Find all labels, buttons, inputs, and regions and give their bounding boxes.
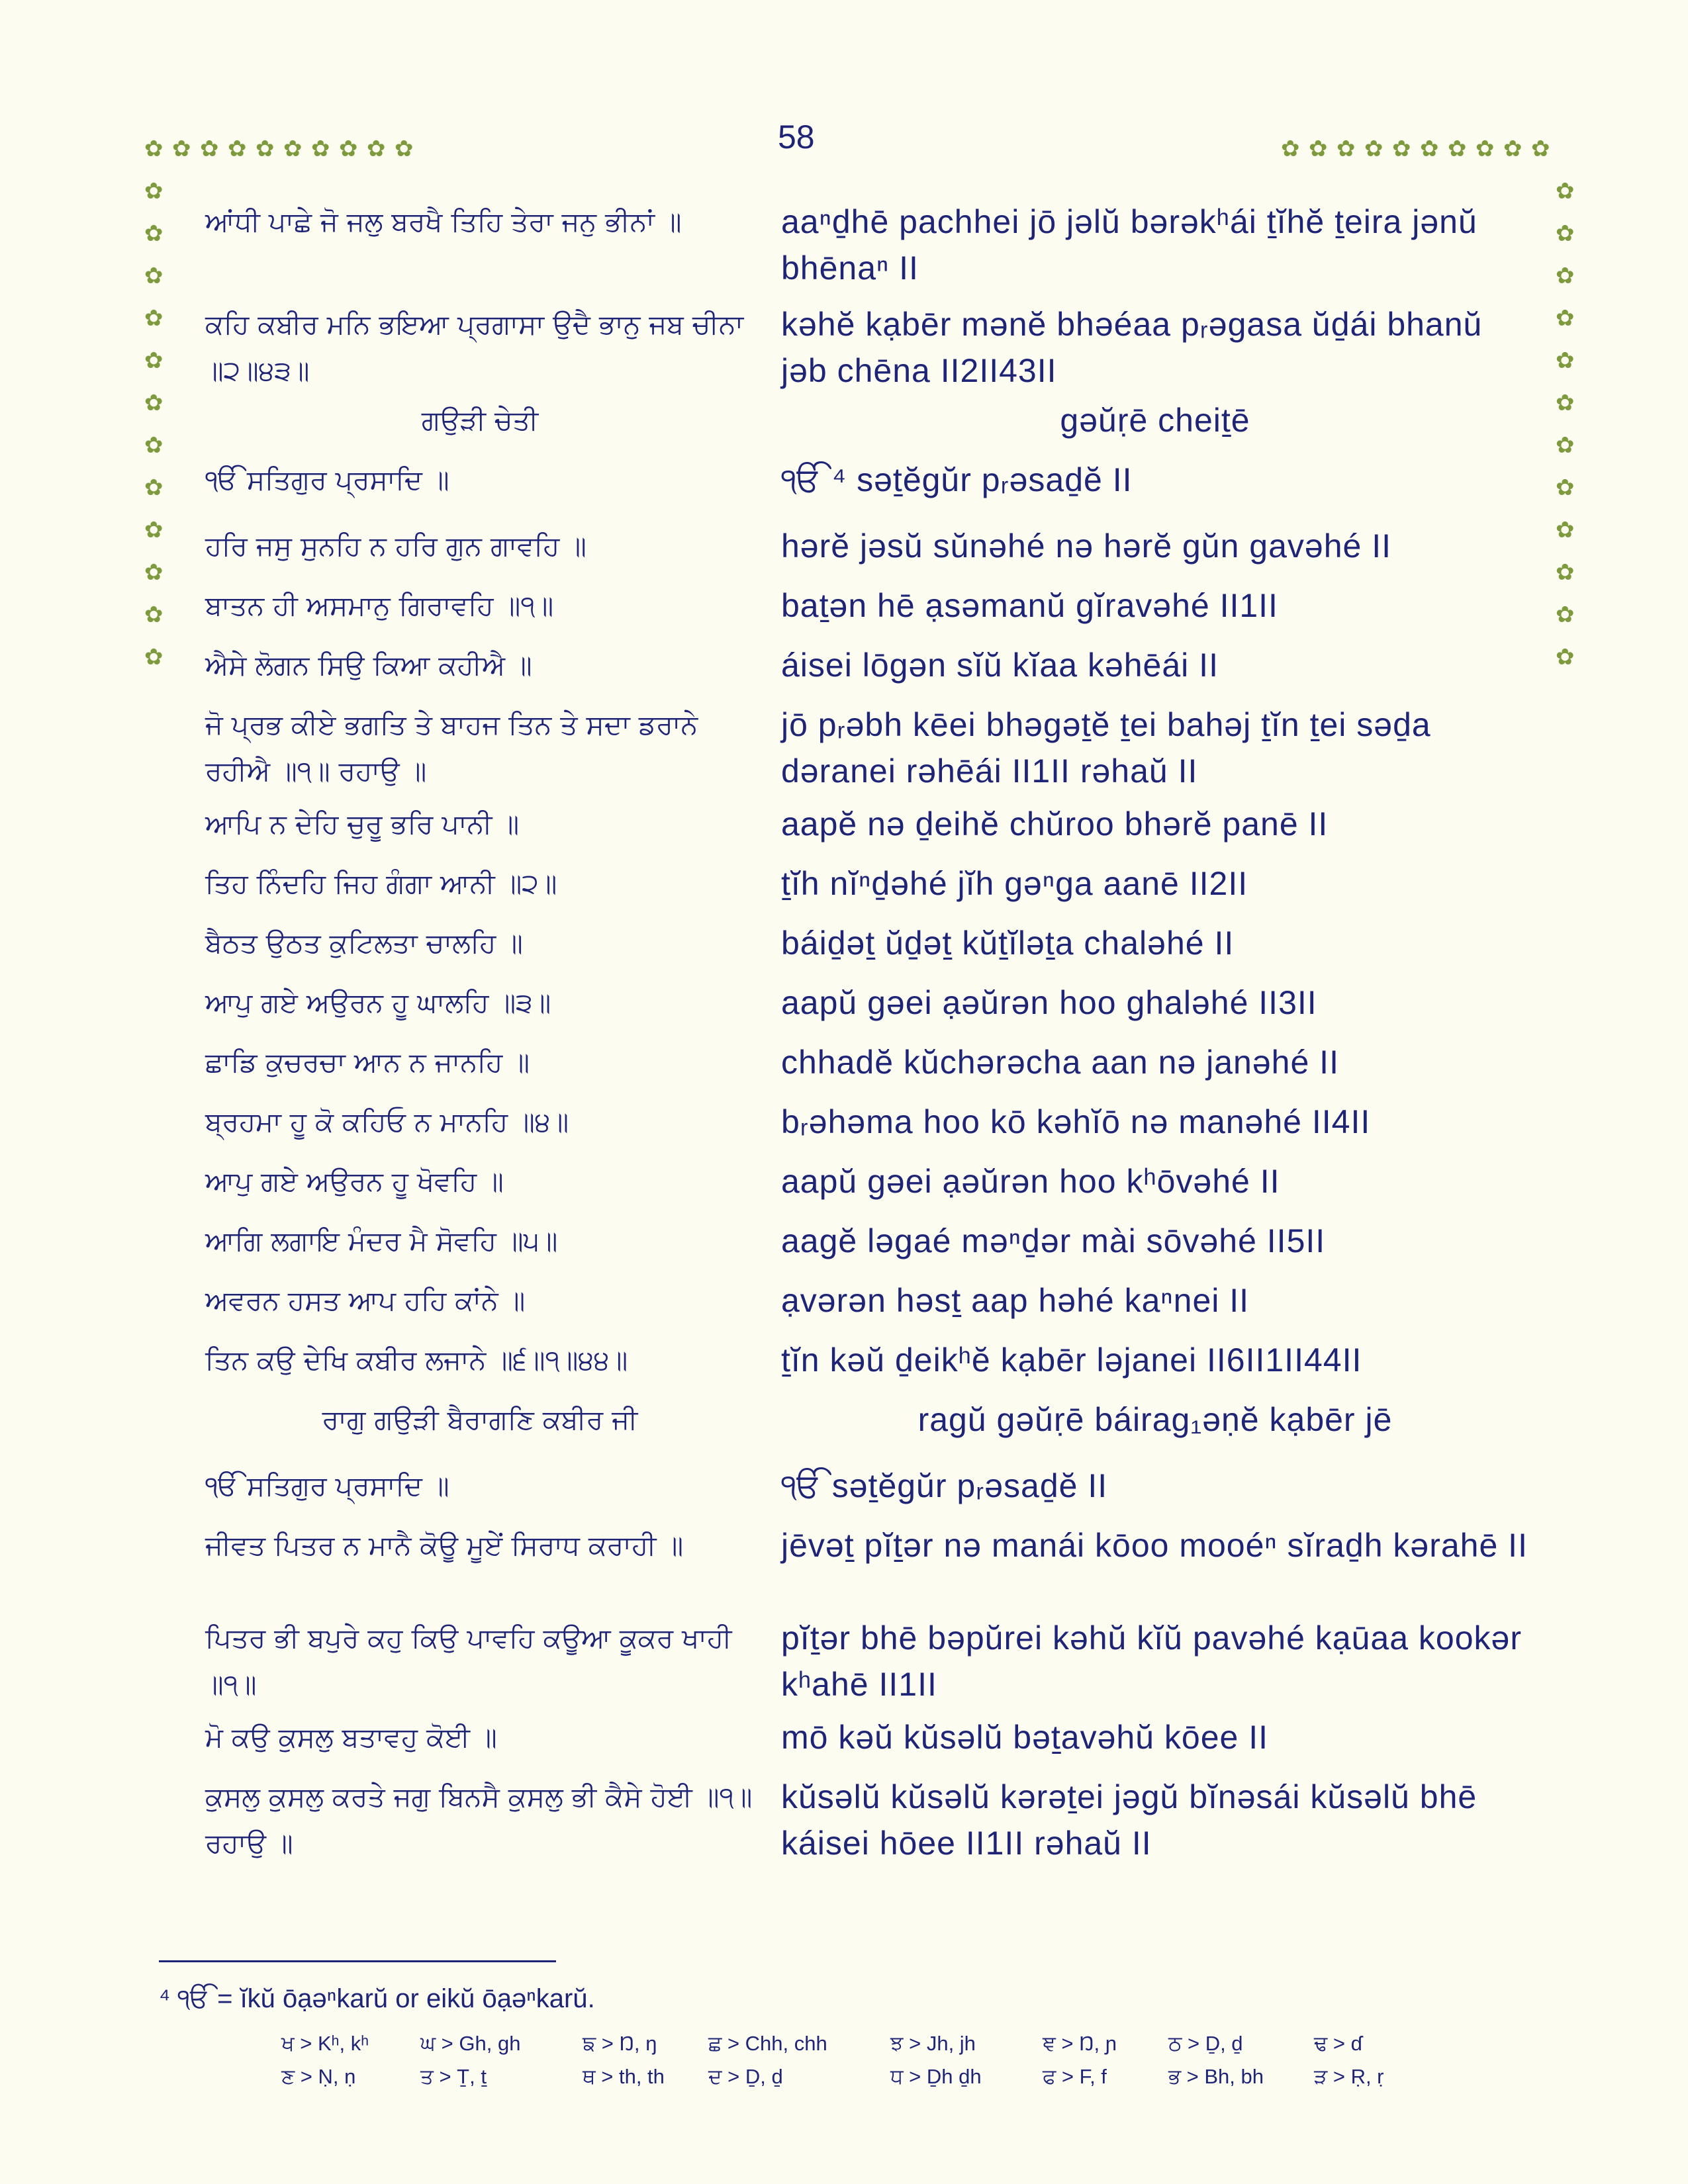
key-entry: ਦ > Ḏ, ḏ	[708, 2065, 783, 2088]
flower-ornament: ✿	[144, 644, 164, 670]
transliteration-text: aapŭ gəei ạəŭrən hoo kʰōvəhé II	[781, 1163, 1280, 1200]
gurmukhi-text: ਆਪੁ ਗਏ ਅਉਰਨ ਹੂ ਖੋਵਹਿ ॥	[205, 1165, 504, 1197]
gurmukhi-text: ਛਾਡਿ ਕੁਚਰਚਾ ਆਨ ਨ ਜਾਨਹਿ ॥	[205, 1046, 530, 1078]
flower-ornament: ✿	[144, 178, 164, 205]
footnote: ⁴ ੴ = ĭkŭ ōạəⁿkarŭ or eikŭ ōạəⁿkarŭ.	[159, 1984, 595, 2013]
gurmukhi-text: ਆਪਿ ਨ ਦੇਹਿ ਚੁਰੂ ਭਰਿ ਪਾਨੀ ॥	[205, 808, 520, 840]
gurmukhi-text: ੴ ਸਤਿਗੁਰ ਪ੍ਰਸਾਦਿ ॥	[205, 1470, 449, 1502]
transliteration-text: pĭṯər bhē bəpŭrei kəhŭ kĭŭ pavəhé kạūaa kookər kʰahē II1II	[781, 1619, 1522, 1703]
transliteration-text: ragŭ gəŭṛē báirag₁əṇĕ kạbēr jē	[917, 1401, 1393, 1438]
transliteration-text: jēvəṯ pĭṯər nə manái kōoo mooéⁿ sĭraḏh kərahē II	[781, 1527, 1528, 1564]
gurmukhi-text: ਤਿਹ ਨਿੰਦਹਿ ਜਿਹ ਗੰਗਾ ਆਨੀ ॥੨॥	[205, 868, 557, 899]
gurmukhi-text: ਆਗਿ ਲਗਾਇ ਮੰਦਰ ਮੈ ਸੋਵਹਿ ॥੫॥	[205, 1225, 558, 1257]
transliteration-text: áisei lōgən sĭŭ kĭaa kəhēái II	[781, 647, 1219, 684]
key-entry: ਝ > Jh, jh	[890, 2032, 976, 2055]
key-entry: ਫ > F, f	[1043, 2065, 1107, 2088]
flower-ornament: ✿	[144, 263, 164, 289]
gurmukhi-text: ਆਪੁ ਗਏ ਅਉਰਨ ਹੂ ਘਾਲਹਿ ॥੩॥	[205, 987, 551, 1019]
gurmukhi-text: ਜੋ ਪ੍ਰਭ ਕੀਏ ਭਗਤਿ ਤੇ ਬਾਹਜ ਤਿਨ ਤੇ ਸਦਾ ਡਰਾਨੇ ਰਹੀਐ ॥੧॥ ਰਹਾਉ ॥	[205, 709, 698, 787]
flower-ornament: ✿	[1556, 517, 1575, 543]
transliteration-text: ੴ ⁴ səṯĕgŭr pᵣəsaḏĕ II	[781, 461, 1133, 498]
gurmukhi-text: ਕੁਸਲੁ ਕੁਸਲੁ ਕਰਤੇ ਜਗੁ ਬਿਨਸੈ ਕੁਸਲੁ ਭੀ ਕੈਸੇ ਹੋਈ ॥੧॥ ਰਹਾਉ ॥	[205, 1781, 753, 1859]
flower-ornament: ✿	[1556, 432, 1575, 459]
transliteration-text: ṯĭh nĭⁿḏəhé jĭh gəⁿga aanē II2II	[781, 865, 1248, 902]
flower-ornament: ✿	[144, 305, 164, 332]
key-entry: ਠ > Ḏ, ḏ	[1168, 2032, 1243, 2055]
flower-ornament: ✿	[1556, 305, 1575, 332]
flower-ornament: ✿	[144, 602, 164, 628]
flower-ornament: ✿	[367, 136, 386, 162]
transliteration-text: aapŭ gəei ạəŭrən hoo ghaləhé II3II	[781, 984, 1317, 1021]
flower-ornament: ✿	[228, 136, 247, 162]
flower-ornament: ✿	[1503, 136, 1523, 162]
flower-ornament: ✿	[1309, 136, 1328, 162]
flower-ornament: ✿	[144, 390, 164, 416]
key-entry: ਢ > ɗ	[1314, 2032, 1362, 2055]
flower-ornament: ✿	[144, 136, 164, 162]
key-entry: ਣ > Ṇ, ṇ	[281, 2065, 356, 2088]
transliteration-text: ạvərən həsṯ aap həhé kaⁿnei II	[781, 1282, 1250, 1319]
flower-ornament: ✿	[395, 136, 414, 162]
key-entry: ਥ > th, th	[583, 2065, 665, 2088]
flower-ornament: ✿	[144, 559, 164, 586]
gurmukhi-text: ਬ੍ਰਹਮਾ ਹੂ ਕੋ ਕਹਿਓ ਨ ਮਾਨਹਿ ॥੪॥	[205, 1106, 569, 1138]
flower-ornament: ✿	[1420, 136, 1439, 162]
flower-ornament: ✿	[144, 517, 164, 543]
transliteration-text: jō pᵣəbh kēei bhəgəṯĕ ṯei bahəj ṯĭn ṯei səḏa dəranei rəhēái II1II rəhaŭ II	[781, 706, 1431, 790]
gurmukhi-text: ਮੋ ਕਉ ਕੁਸਲੁ ਬਤਾਵਹੁ ਕੋਈ ॥	[205, 1721, 497, 1753]
flower-ornament: ✿	[144, 432, 164, 459]
flower-ornament: ✿	[144, 475, 164, 501]
gurmukhi-text: ਗਉੜੀ ਚੇਤੀ	[421, 404, 539, 436]
transliteration-text: baṯən hē ạsəmanŭ gĭravəhé II1II	[781, 587, 1278, 624]
transliteration-text: gəŭṛē cheiṯē	[1060, 402, 1250, 439]
transliteration-text: báiḏəṯ ŭḏəṯ kŭṯĭləṯa chaləhé II	[781, 925, 1235, 962]
page-number: 58	[778, 118, 815, 156]
flower-ornament: ✿	[311, 136, 330, 162]
transliteration-text: aagĕ ləgaé məⁿḏər mài sōvəhé II5II	[781, 1222, 1326, 1259]
key-entry: ਙ > Ŋ, ŋ	[583, 2032, 657, 2055]
flower-ornament: ✿	[1476, 136, 1495, 162]
gurmukhi-text: ਹਰਿ ਜਸੁ ਸੁਨਹਿ ਨ ਹਰਿ ਗੁਨ ਗਾਵਹਿ ॥	[205, 530, 586, 562]
gurmukhi-text: ਬੈਠਤ ਉਠਤ ਕੁਟਿਲਤਾ ਚਾਲਹਿ ॥	[205, 927, 523, 959]
gurmukhi-text: ਜੀਵਤ ਪਿਤਰ ਨ ਮਾਨੈ ਕੋਊ ਮੂਏਂ ਸਿਰਾਧ ਕਰਾਹੀ ॥	[205, 1529, 684, 1561]
gurmukhi-text: ਕਹਿ ਕਬੀਰ ਮਨਿ ਭਇਆ ਪ੍ਰਗਾਸਾ ਉਦੈ ਭਾਨੁ ਜਬ ਚੀਨਾ ॥੨॥੪੩॥	[205, 308, 744, 387]
flower-ornament: ✿	[1392, 136, 1411, 162]
flower-ornament: ✿	[1281, 136, 1300, 162]
flower-ornament: ✿	[1448, 136, 1467, 162]
gurmukhi-text: ਤਿਨ ਕਉ ਦੇਖਿ ਕਬੀਰ ਲਜਾਨੇ ॥੬॥੧॥੪੪॥	[205, 1344, 628, 1376]
gurmukhi-text: ਪਿਤਰ ਭੀ ਬਪੁਰੇ ਕਹੁ ਕਿਉ ਪਾਵਹਿ ਕਊਆ ਕੂਕਰ ਖਾਹੀ ॥੧॥	[205, 1622, 732, 1700]
gurmukhi-text: ਐਸੇ ਲੋਗਨ ਸਿਉ ਕਿਆ ਕਹੀਐ ॥	[205, 649, 532, 681]
flower-ornament: ✿	[1531, 136, 1550, 162]
flower-ornament: ✿	[172, 136, 191, 162]
transliteration-text: mō kəŭ kŭsəlŭ bəṯavəhŭ kōee II	[781, 1719, 1269, 1756]
flower-ornament: ✿	[1364, 136, 1383, 162]
flower-ornament: ✿	[283, 136, 303, 162]
gurmukhi-text: ਆਂਧੀ ਪਾਛੇ ਜੋ ਜਲੁ ਬਰਖੈ ਤਿਹਿ ਤੇਰਾ ਜਨੁ ਭੀਨਾਂ ॥	[205, 206, 682, 238]
flower-ornament: ✿	[1556, 559, 1575, 586]
gurmukhi-text: ਅਵਰਨ ਹਸਤ ਆਪ ਹਹਿ ਕਾਂਨੇ ॥	[205, 1285, 526, 1316]
transliteration-text: ṯĭn kəŭ ḏeikʰĕ kạbēr ləjanei II6II1II44II	[781, 1342, 1362, 1379]
key-entry: ਖ > Kʰ, kʰ	[281, 2032, 369, 2055]
flower-ornament: ✿	[1556, 347, 1575, 374]
flower-ornament: ✿	[339, 136, 358, 162]
transliteration-text: chhadĕ kŭchərəcha aan nə janəhé II	[781, 1044, 1339, 1081]
flower-ornament: ✿	[1336, 136, 1356, 162]
flower-ornament: ✿	[200, 136, 219, 162]
gurmukhi-text: ਰਾਗੁ ਗਉੜੀ ਬੈਰਾਗਣਿ ਕਬੀਰ ਜੀ	[322, 1404, 638, 1435]
transliteration-text: kŭsəlŭ kŭsəlŭ kərəṯei jəgŭ bĭnəsái kŭsəlŭ bhē káisei hōee II1II rəhaŭ II	[781, 1778, 1477, 1862]
transliteration-text: ੴ səṯĕgŭr pᵣəsaḏĕ II	[781, 1467, 1108, 1504]
transliteration-text: bᵣəhəma hoo kō kəhĭō nə manəhé II4II	[781, 1103, 1371, 1140]
transliteration-text: kəhĕ kạbēr mənĕ bhəéaa pᵣəgasa ŭḏái bhanŭ jəb chēna II2II43II	[781, 306, 1483, 389]
flower-ornament: ✿	[1556, 475, 1575, 501]
key-entry: ਛ > Chh, chh	[708, 2032, 827, 2055]
flower-ornament: ✿	[256, 136, 275, 162]
flower-ornament: ✿	[1556, 390, 1575, 416]
key-entry: ਘ > Gh, gh	[420, 2032, 521, 2055]
key-entry: ਤ > Ṯ, ṯ	[420, 2065, 487, 2088]
flower-ornament: ✿	[1556, 178, 1575, 205]
flower-ornament: ✿	[1556, 644, 1575, 670]
key-entry: ਞ > Ŋ, ɲ	[1043, 2032, 1117, 2055]
flower-ornament: ✿	[1556, 602, 1575, 628]
transliteration-text: aapĕ nə ḏeihĕ chŭroo bhərĕ panē II	[781, 805, 1329, 842]
gurmukhi-text: ਬਾਤਨ ਹੀ ਅਸਮਾਨੁ ਗਿਰਾਵਹਿ ॥੧॥	[205, 590, 554, 621]
gurmukhi-text: ੴ ਸਤਿਗੁਰ ਪ੍ਰਸਾਦਿ ॥	[205, 464, 449, 496]
key-entry: ੜ > Ṛ, ṛ	[1314, 2065, 1384, 2088]
key-entry: ਧ > Ḏh ḏh	[890, 2065, 982, 2088]
transliteration-text: aaⁿḏhē pachhei jō jəlŭ bərəkʰái ṯĭhĕ ṯeira jənŭ bhēnaⁿ II	[781, 203, 1477, 287]
flower-ornament: ✿	[144, 220, 164, 247]
key-entry: ਭ > Bh, bh	[1168, 2065, 1264, 2088]
flower-ornament: ✿	[1556, 220, 1575, 247]
flower-ornament: ✿	[144, 347, 164, 374]
transliteration-text: hərĕ jəsŭ sŭnəhé nə hərĕ gŭn gavəhé II	[781, 527, 1392, 565]
footnote-rule	[159, 1960, 556, 1962]
flower-ornament: ✿	[1556, 263, 1575, 289]
